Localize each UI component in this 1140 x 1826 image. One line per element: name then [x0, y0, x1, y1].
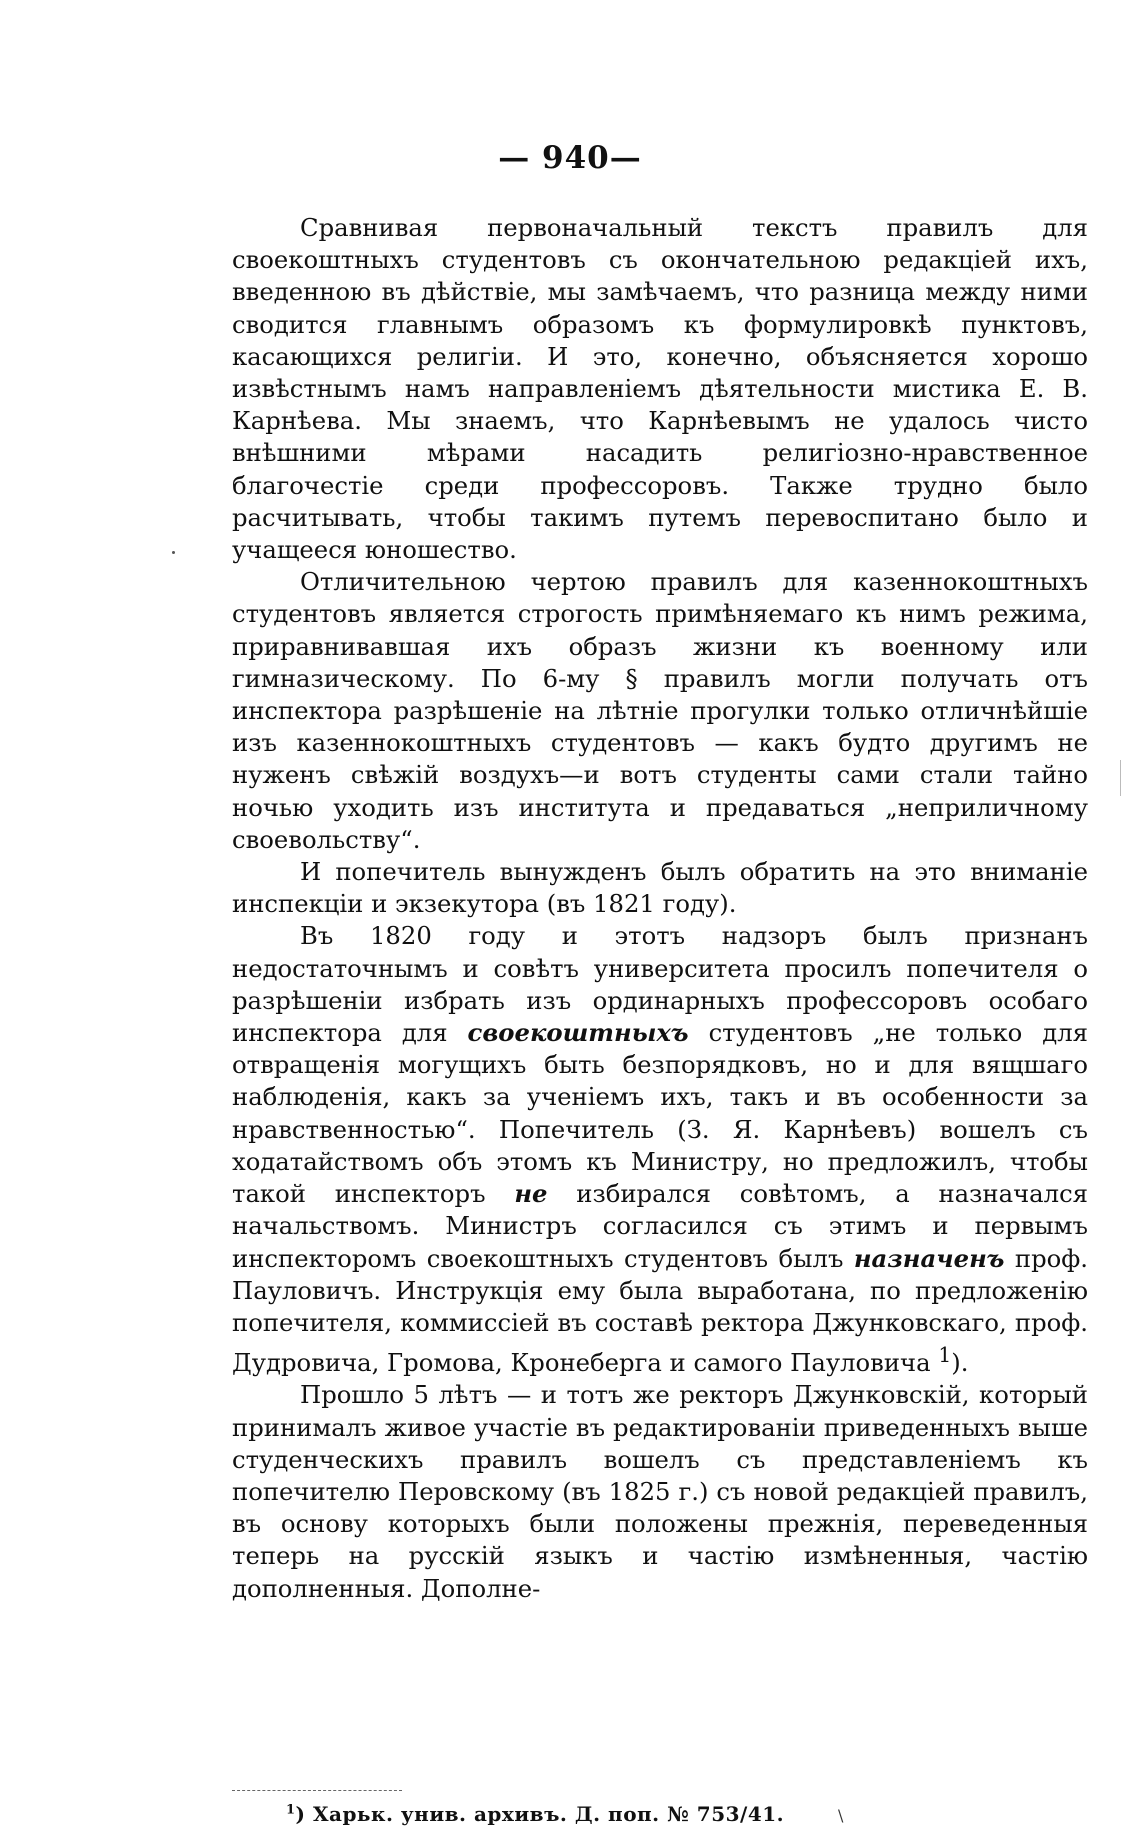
paragraph-4-part4: проф. Пауловичъ. Инструкція ему была выработана, по предложенію попечителя, коммиссіей въ составѣ ректора Джунковскаго, проф. Дудровича, Громова, Кронеберга и самого Пауловича	[232, 1243, 1089, 1378]
emphasis-naznachen: назначенъ	[853, 1243, 1005, 1273]
body-text	[232, 212, 1088, 1605]
emphasis-svoekoshtnykh: своекоштныхъ	[467, 1018, 689, 1048]
paragraph-5: Прошло 5 лѣтъ — и тотъ же ректоръ Джунковскій, который принималъ живое участіе въ редактированіи приведенныхъ выше студенческихъ правилъ вошелъ съ представленіемъ къ попечителю Перовскому (въ 1825 г.) съ новой редакціей правилъ, въ основу которыхъ были положены прежнія, переведенныя теперь на русскій языкъ и частію измѣненныя, частію дополненныя. Дополне-	[232, 1380, 1088, 1603]
footnote-separator	[232, 1790, 402, 1793]
footnote	[286, 1802, 784, 1826]
paragraph-4-part1: Въ 1820 году и этотъ надзоръ былъ признанъ недостаточнымъ и совѣтъ университета просилъ попечителя о разрѣшеніи избрать изъ ординарныхъ профессоровъ особаго инспектора для	[232, 921, 1088, 1048]
paragraph-3: И попечитель вынужденъ былъ обратить на это вниманіе инспекціи и экзекутора (въ 1821 году).	[232, 857, 1088, 919]
paragraph-2: Отличительною чертою правилъ для казеннокоштныхъ студентовъ является строгость примѣняемаго къ нимъ режима, приравнивавшая ихъ образъ жизни къ военному или гимназическому. По 6-му § правилъ могли получать отъ инспектора разрѣшеніе на лѣтніе прогулки только отличнѣйшіе изъ казеннокоштныхъ студентовъ — какъ будто другимъ не нуженъ свѣжій воздухъ—и вотъ студенты сами стали тайно ночью уходить изъ института и предаваться „неприличному своевольству“.	[232, 567, 1088, 854]
footnote-reference[interactable]: 1	[938, 1343, 952, 1368]
paragraph-4-part2: студентовъ „не только для отвращенія могущихъ быть безпорядковъ, но и для вящшаго наблюденія, какъ за ученіемъ ихъ, такъ и въ особенности за нравственностью“. Попечитель (З. Я. Карнѣевъ) вошелъ съ ходатайствомъ объ этомъ къ Министру, но предложилъ, чтобы такой инспекторъ	[232, 1018, 1088, 1209]
emphasis-ne: не	[514, 1179, 548, 1209]
margin-mark: \	[838, 1806, 844, 1825]
paragraph-4-part3: избирался совѣтомъ, а назначался начальствомъ. Министръ согласился съ этимъ и первымъ инспекторомъ своекоштныхъ студентовъ былъ	[232, 1179, 1089, 1273]
page-number: — 940—	[498, 140, 642, 176]
footnote-text: ) Харьк. унив. архивъ. Д. поп. № 753/41.	[295, 1802, 785, 1826]
edge-line	[1120, 760, 1121, 796]
footnote-marker: 1	[286, 1802, 296, 1818]
margin-dot	[172, 551, 175, 554]
paragraph-4	[232, 920, 1088, 1379]
paragraph-4-part5: ).	[951, 1348, 969, 1378]
paragraph-1: Сравнивая первоначальный текстъ правилъ для своекоштныхъ студентовъ съ окончательною редакціей ихъ, введенною въ дѣйствіе, мы замѣчаемъ, что разница между ними сводится главнымъ образомъ къ формулировкѣ пунктовъ, касающихся религіи. И это, конечно, объясняется хорошо извѣстнымъ намъ направленіемъ дѣятельности мистика Е. В. Карнѣева. Мы знаемъ, что Карнѣевымъ не удалось чисто внѣшними мѣрами насадить религіозно-нравственное благочестіе среди профессоровъ. Также трудно было расчитывать, чтобы такимъ путемъ перевоспитано было и учащееся юношество.	[232, 213, 1088, 565]
